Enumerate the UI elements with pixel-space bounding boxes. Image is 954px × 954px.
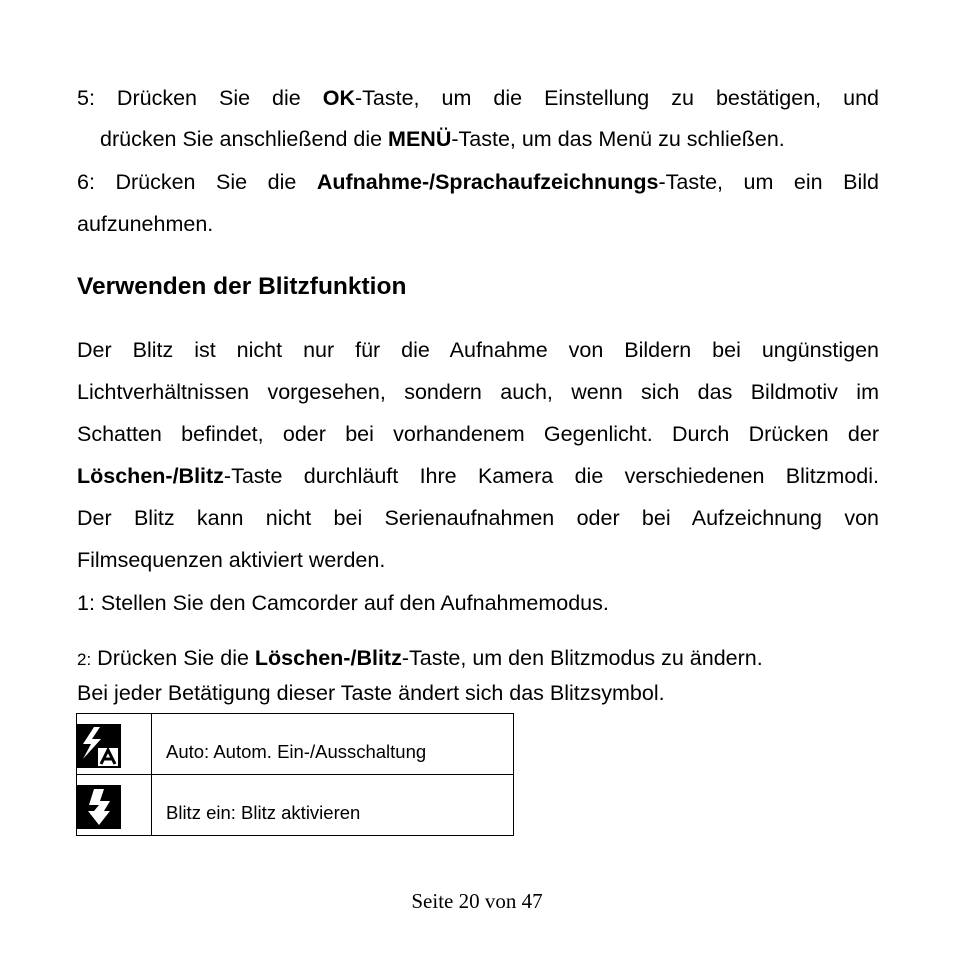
step5-line2-text-cont: -Taste, um das Menü zu schließen. bbox=[451, 127, 785, 151]
icon-cell bbox=[77, 714, 152, 775]
table-row bbox=[77, 775, 514, 836]
delete-flash-key-label: Löschen-/Blitz bbox=[77, 464, 224, 488]
step6-line2: aufzunehmen. bbox=[77, 212, 214, 236]
step2-line1 bbox=[77, 644, 879, 674]
paragraph-line6: Filmsequenzen aktiviert werden. bbox=[77, 548, 386, 572]
flash-auto-label: Auto: Autom. Ein-/Ausschaltung bbox=[166, 741, 427, 762]
step5-text: 5: Drücken Sie die bbox=[77, 86, 323, 110]
step5-line1 bbox=[77, 84, 879, 112]
mode-label-cell bbox=[152, 714, 514, 775]
paragraph-line4 bbox=[77, 462, 879, 490]
section-heading: Verwenden der Blitzfunktion bbox=[77, 273, 407, 300]
table-row bbox=[77, 714, 514, 775]
step5-line2-text: drücken Sie anschließend die bbox=[100, 127, 389, 151]
icon-cell bbox=[77, 775, 152, 836]
step5-line2 bbox=[100, 125, 879, 153]
record-key-label: Aufnahme-/Sprachaufzeichnungs bbox=[316, 170, 659, 194]
step6-line1 bbox=[77, 168, 879, 196]
mode-label-cell bbox=[152, 775, 514, 836]
ok-key-label: OK bbox=[322, 86, 355, 110]
paragraph-line4-text: -Taste durchläuft Ihre Kamera die verschiedenen Blitzmodi. bbox=[223, 464, 879, 488]
step5-text-cont: -Taste, um die Einstellung zu bestätigen, und bbox=[355, 86, 880, 110]
flash-on-label: Blitz ein: Blitz aktivieren bbox=[166, 802, 361, 823]
step2-line2: Bei jeder Betätigung dieser Taste ändert sich das Blitzsymbol. bbox=[77, 681, 665, 705]
paragraph-line1: Der Blitz ist nicht nur für die Aufnahme von Bildern bei ungünstigen bbox=[77, 338, 879, 362]
page-footer: Seite 20 von 47 bbox=[411, 889, 543, 913]
step2-text-cont: -Taste, um den Blitzmodus zu ändern. bbox=[401, 646, 763, 670]
paragraph-line5: Der Blitz kann nicht bei Serienaufnahmen oder bei Aufzeichnung von bbox=[77, 506, 879, 530]
step6-text-cont: -Taste, um ein Bild bbox=[658, 170, 879, 194]
paragraph-line2: Lichtverhältnissen vorgesehen, sondern auch, wenn sich das Bildmotiv im bbox=[77, 380, 879, 404]
flash-on-icon bbox=[77, 785, 121, 829]
step2-text: Drücken Sie die bbox=[91, 646, 255, 670]
flash-auto-icon bbox=[77, 724, 121, 768]
step2-number: 2: bbox=[77, 650, 92, 669]
step1-line: 1: Stellen Sie den Camcorder auf den Aufnahmemodus. bbox=[77, 591, 609, 615]
paragraph-line3: Schatten befindet, oder bei vorhandenem Gegenlicht. Durch Drücken der bbox=[77, 422, 879, 446]
menu-key-label: MENÜ bbox=[388, 127, 452, 151]
delete-flash-key-label-2: Löschen-/Blitz bbox=[254, 646, 402, 670]
step6-text: 6: Drücken Sie die bbox=[77, 170, 317, 194]
flash-modes-table bbox=[76, 713, 514, 836]
